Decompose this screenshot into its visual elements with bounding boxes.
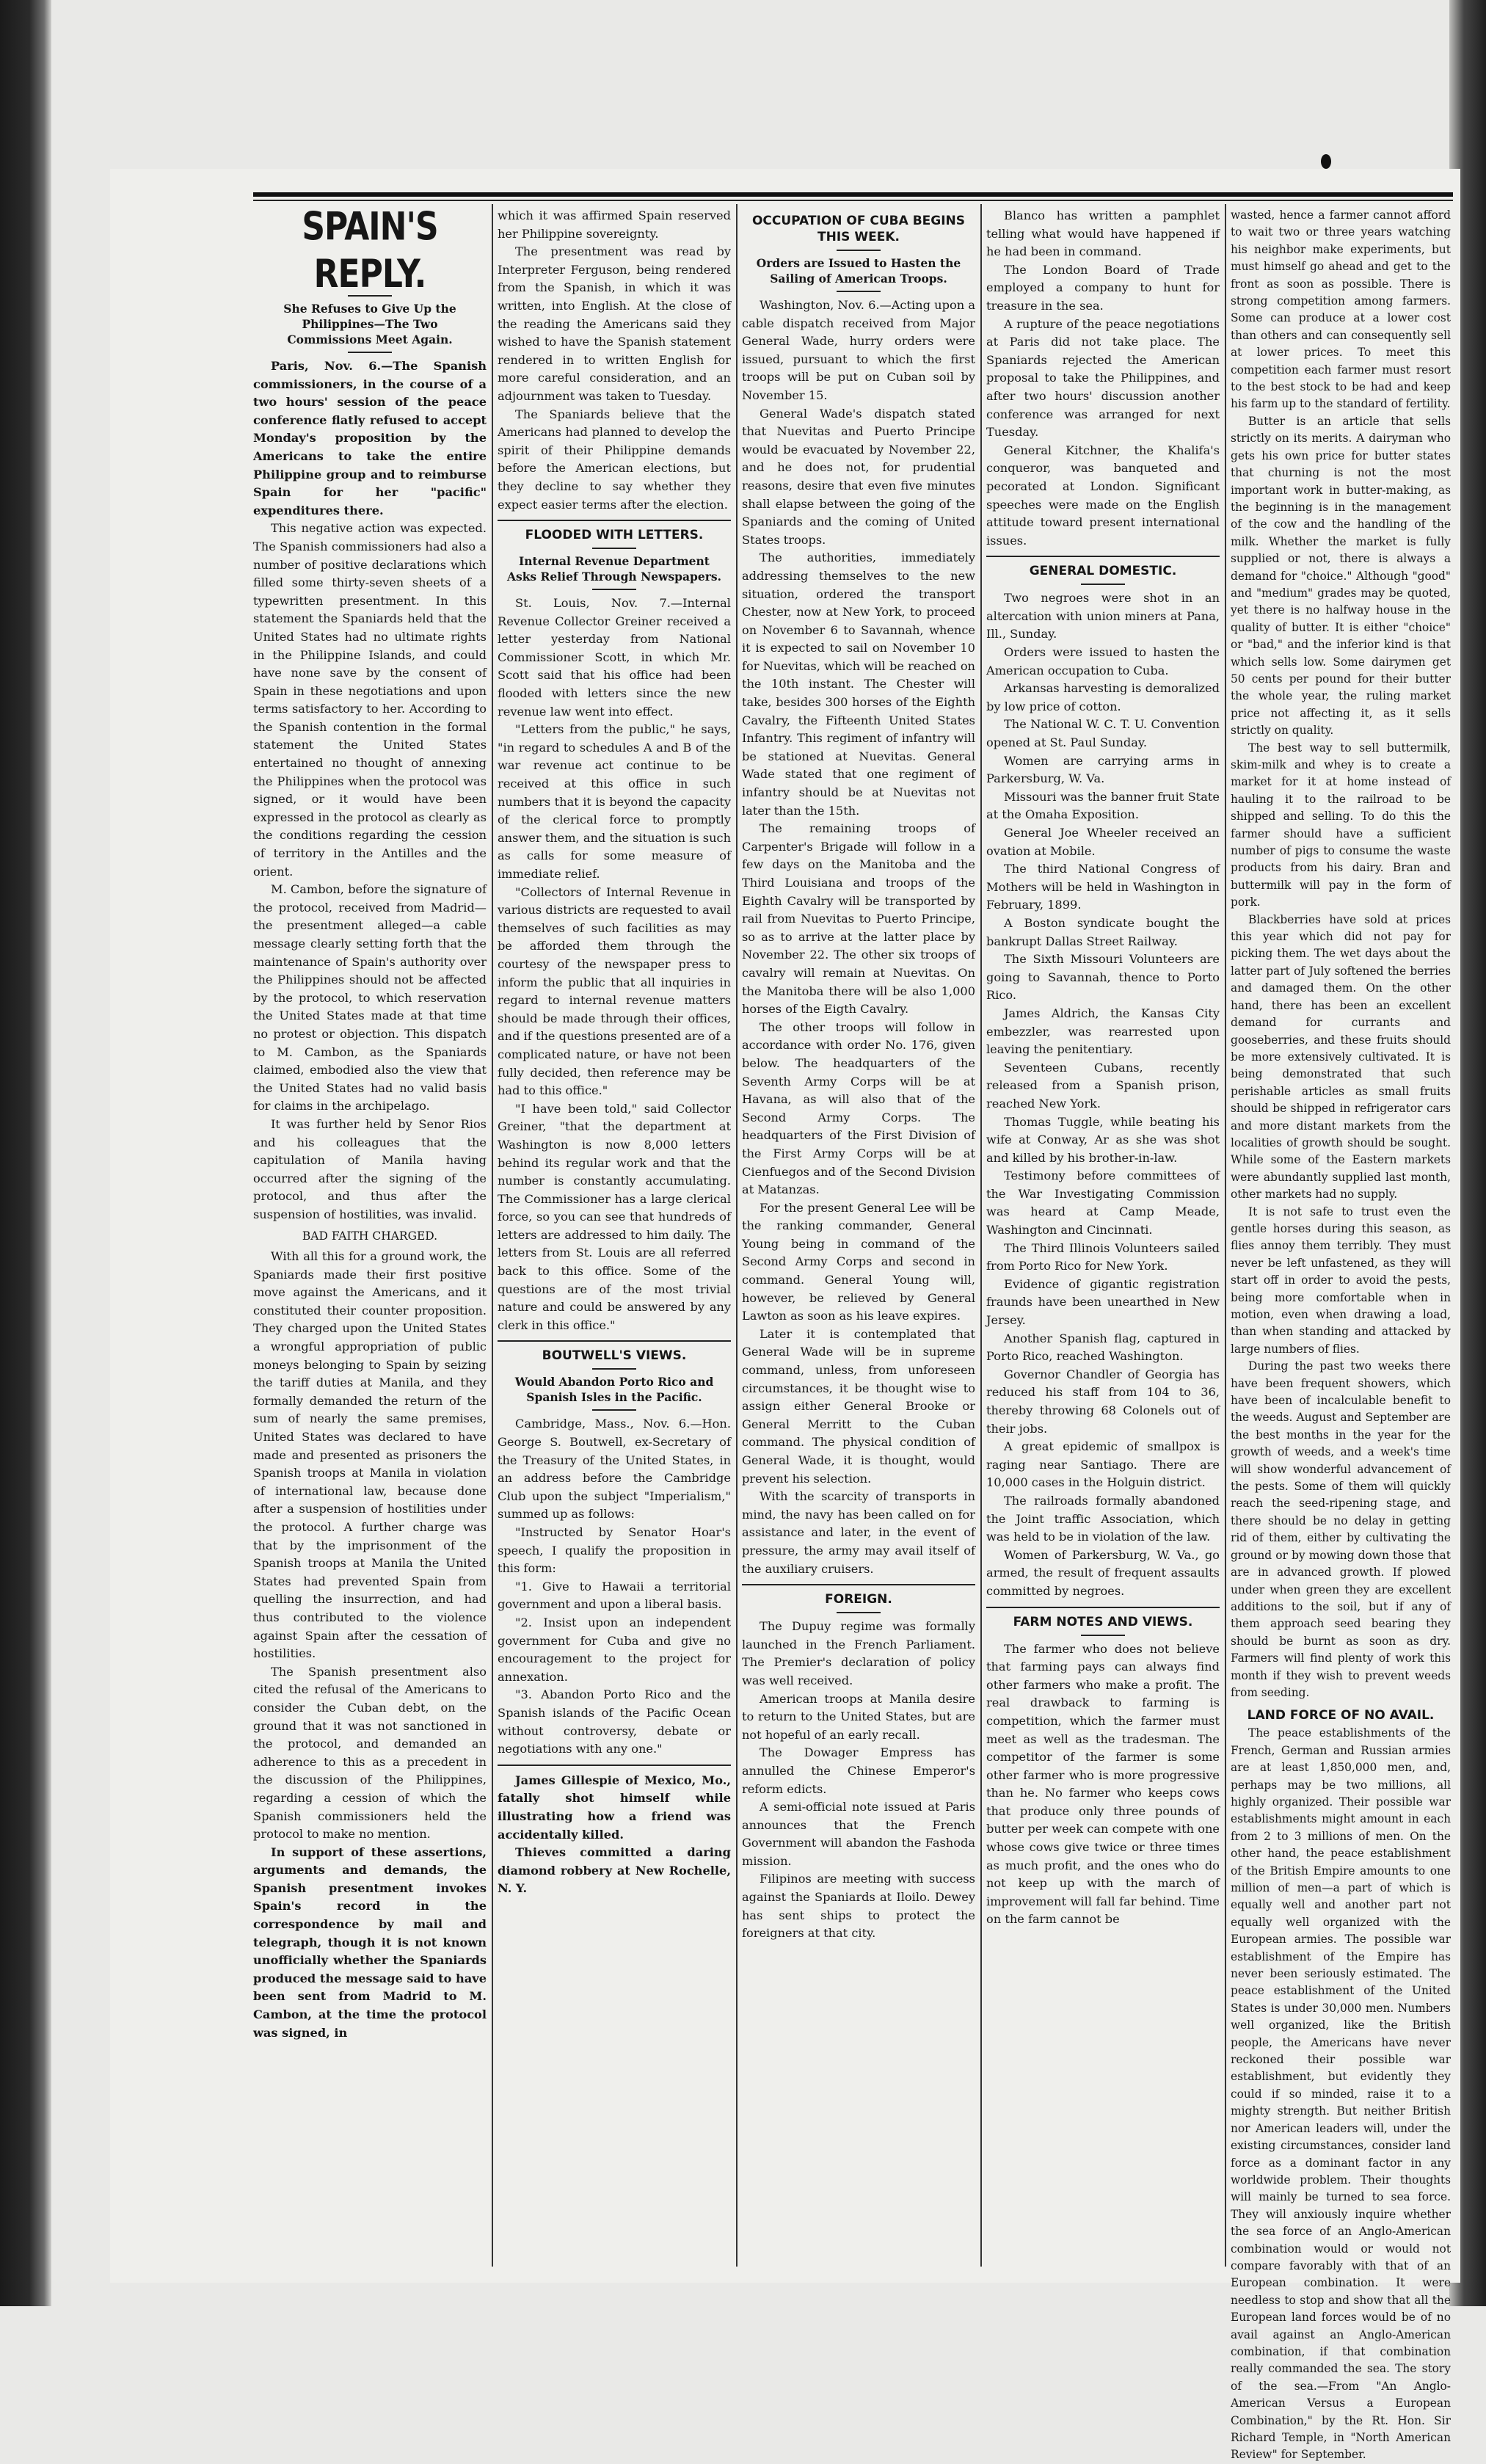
paragraph: "2. Insist upon an independent government for Cuba and give no encouragement to the project for annexation.	[498, 1615, 731, 1684]
column-1	[253, 204, 487, 2262]
paragraph: "Letters from the public," he says, "in regard to schedules A and B of the war revenue act continue to be received at this office in such numbers that it is beyond the capacity of the clerical force to promptly answer them, and the situation is such as calls for some measure of immediate relief.	[498, 722, 732, 881]
paragraph: Another Spanish flag, captured in Porto Rico, reached Washington.	[986, 1331, 1220, 1364]
column-5	[1231, 207, 1451, 2462]
rule	[1081, 584, 1125, 585]
paragraph: In support of these assertions, arguments and demands, the Spanish presentment invokes Spain's record in the correspondence by mail and telegraph, though it is not known unofficially whether the Spaniards produced the message said to have been sent from Madrid to M. Cambon, at the time the protocol was signed, in	[253, 1845, 487, 2040]
paragraph: "Instructed by Senator Hoar's speech, I qualify the proposition in this form:	[498, 1525, 731, 1576]
paragraph: "Collectors of Internal Revenue in various districts are requested to avail themselves of such facilities as may be afforded them through the courtesy of the newspaper press to inform the public that all inquiries in regard to internal revenue matters should be made through their offices, and if the questions presented are of a complicated nature, or have not been fully decided, then reference may be had to this office."	[498, 884, 731, 1098]
paragraph: The Dowager Empress has annulled the Chinese Emperor's reform edicts.	[742, 1745, 975, 1796]
rule	[742, 1584, 975, 1585]
paragraph: Cambridge, Mass., Nov. 6.—Hon. George S. Boutwell, ex-Secretary of the Treasury of the United States, in an address before the Cambridge Club upon the subject "Imperialism," summed up as follows:	[498, 1417, 731, 1522]
rule	[592, 548, 636, 549]
subhead-bad-faith: BAD FAITH CHARGED.	[302, 1229, 438, 1243]
paragraph: With all this for a ground work, the Spaniards made their first positive move against the Americans, and it constituted their counter proposition. They charged upon the United States a wrongful appropriation of public moneys belonging to Spain by seizing the tariff duties at Manila, and they formally demanded the return of the sum of nearly the same premises, United States was declared to have made and presented as prisoners the Spanish troops at Manila in violation of international law, because done after a suspension of hostilities under the protocol. A further charge was that by the imprisonment of the Spanish troops at Manila the United States had prevented Spain from quelling the insurrection, and had thus contributed to the violence against Spain after the cessation of hostilities.	[253, 1249, 487, 1661]
rule	[348, 352, 392, 353]
paragraph: which it was affirmed Spain reserved her Philippine sovereignty.	[498, 208, 731, 241]
ink-blot	[1321, 154, 1331, 169]
rule	[498, 1765, 731, 1766]
headline-spains-reply: SPAIN'S REPLY.	[302, 204, 438, 297]
deck: Internal Revenue Department Asks Relief Through Newspapers.	[506, 554, 722, 584]
paragraph: The presentment was read by Interpreter Ferguson, being rendered from the Spanish, in which it was written, into English. At the close of the reading the Americans said they wished to have the Spanish statement rendered in to written English for more careful consideration, and an adjournment was taken to Tuesday.	[498, 244, 731, 403]
paragraph: Orders were issued to hasten the American occupation to Cuba.	[986, 645, 1220, 677]
rule	[498, 1340, 731, 1342]
paragraph: The farmer who does not believe that farming pays can always find other farmers who make a profit. The real drawback to farming is competition, which the farmer must meet as well as the tradesman. The competitor of the farmer is some other farmer who is more progressive than he. No farmer who keeps cows that produce only three pounds of butter per week can compete with one whose cows give twice or three times as much profit, and the ones who do not keep up with the march of improvement will fall far behind. Time on the farm cannot be	[986, 1641, 1220, 1927]
column-rule	[492, 204, 493, 2267]
paragraph: The Third Illinois Volunteers sailed from Porto Rico for New York.	[986, 1240, 1220, 1273]
paragraph: The peace establishments of the French, German and Russian armies are at least 1,850,000 men, and, perhaps may be two millions, all highly organized. Their possible war establishments might amount in each from 2 to 3 millions of men. On the other hand, the peace establishment of the British Empire amounts to one million of men—a part of which is equally well and another part not equally well organized with the European armies. The possible war establishment of the Empire has never been seriously estimated. The peace establishment of the United States is under 30,000 men. Numbers well organized, like the British people, the Americans have never reckoned their possible war establishment, but evidently they could if so minded, raise it to a mighty strength. But neither British nor American leaders will, under the existing circumstances, consider land force as a dominant factor in any worldwide problem. Their thoughts will mainly be turned to sea force. They will anxiously inquire whether the sea force of an Anglo-American combination would or would not compare favorably with that of an European combination. It were needless to stop and show that all the European land forces would be of no avail against an Anglo-American combination, if that combination really commanded the sea. The story of the sea.—From "An Anglo-American Versus a European Combination," by the Rt. Hon. Sir Richard Temple, in "North American Review" for September.	[1231, 1726, 1451, 2462]
headline-land-force: LAND FORCE OF NO AVAIL.	[1247, 1708, 1435, 1723]
paragraph: For the present General Lee will be the ranking commander, General Young being in command of the Second Army Corps and second in command. General Young will, however, be relieved by General Lawton as soon as his leave expires.	[742, 1200, 975, 1323]
paragraph: Seventeen Cubans, recently released from a Spanish prison, reached New York.	[986, 1060, 1220, 1111]
headline-boutwells-views: BOUTWELL'S VIEWS.	[542, 1348, 687, 1364]
column-3	[742, 207, 975, 2262]
paragraph: General Wade's dispatch stated that Nuevitas and Puerto Principe would be evacuated by November 22, and he does not, for prudential reasons, desire that even five minutes shall elapse between the going of the Spaniards and the coming of United States troops.	[742, 406, 975, 547]
paragraph: The Spaniards believe that the Americans had planned to develop the spirit of their Philippine demands before the American elections, but they decline to say whether they expect easier terms after the election.	[498, 407, 731, 512]
paragraph: General Joe Wheeler received an ovation at Mobile.	[986, 826, 1220, 858]
paragraph: Paris, Nov. 6.—The Spanish commissioners, in the course of a two hours' session of the peace conference flatly refused to accept Monday's proposition by the Americans to take the entire Philippine group and to reimburse Spain for her "pacific" expenditures there.	[253, 359, 487, 517]
paragraph: The best way to sell buttermilk, skim-milk and whey is to create a market for it at home instead of hauling it to the railroad to be shipped and selling. To do this the farmer should have a sufficient number of pigs to consume the waste products from his dairy. Bran and buttermilk will pay in the form of pork.	[1231, 741, 1451, 909]
paragraph: Women of Parkersburg, W. Va., go armed, the result of frequent assaults committed by negroes.	[986, 1547, 1220, 1598]
rule	[1081, 1635, 1125, 1636]
paragraph: During the past two weeks there have been frequent showers, which have been of incalculable benefit to the weeds. August and September are the best months in the year for the growth of weeds, and a week's time will show wonderful advancement of the pests. Some of them will quickly reach the seed-ripening stage, and there should be no delay in getting rid of them, either by cultivating the ground or by mowing down those that are in advanced growth. If plowed under when green they are excellent additions to the soil, but if any of them approach seed bearing they should be burnt as soon as dry. Farmers will find plenty of work this month if they wish to prevent weeds from seeding.	[1231, 1359, 1451, 1699]
rule	[837, 291, 881, 292]
paragraph: Governor Chandler of Georgia has reduced his staff from 104 to 36, thereby throwing 68 Colonels out of their jobs.	[986, 1367, 1220, 1436]
paragraph: The railroads formally abandoned the Joint traffic Association, which was held to be in violation of the law.	[986, 1493, 1220, 1544]
column-rule	[736, 204, 737, 2267]
paragraph: James Aldrich, the Kansas City embezzler, was rearrested upon leaving the penitentiary.	[986, 1006, 1220, 1057]
paragraph: Blackberries have sold at prices this year which did not pay for picking them. The wet days about the latter part of July softened the berries and damaged them. On the other hand, there has been an excellent demand for currants and gooseberries, and these fruits should be more extensively cultivated. It is being demonstrated that such perishable articles as small fruits should be shipped in refrigerator cars and more distant markets from the localities of growth should be sought. While some of the Eastern markets were abundantly supplied last month, other markets had no supply.	[1231, 912, 1451, 1202]
paragraph: A great epidemic of smallpox is raging near Santiago. There are 10,000 cases in the Holguin district.	[986, 1439, 1220, 1490]
paragraph: American troops at Manila desire to return to the United States, but are not hopeful of an early recall.	[742, 1691, 975, 1742]
paragraph: The third National Congress of Mothers will be held in Washington in February, 1899.	[986, 862, 1220, 912]
rule	[837, 1612, 881, 1613]
paragraph: Two negroes were shot in an altercation with union miners at Pana, Ill., Sunday.	[986, 591, 1220, 642]
paragraph: A semi-official note issued at Paris announces that the French Government will abandon the Fashoda mission.	[742, 1800, 975, 1868]
column-2	[498, 207, 731, 2262]
paragraph: Thieves committed a daring diamond robbery at New Rochelle, N. Y.	[498, 1845, 731, 1896]
rule	[592, 589, 636, 590]
paragraph: It is not safe to trust even the gentle horses during this season, as flies annoy them terribly. They must never be left unfastened, as they will start off in order to avoid the pests, being more comfortable when in motion, even when drawing a load, than when standing and attacked by large numbers of flies.	[1231, 1204, 1451, 1356]
paragraph: Testimony before committees of the War Investigating Commission was heard at Camp Meade, Washington and Cincinnati.	[986, 1169, 1220, 1238]
paragraph: St. Louis, Nov. 7.—Internal Revenue Collector Greiner received a letter yesterday from National Commissioner Scott, in which Mr. Scott said that his office had been flooded with letters since the new revenue law went into effect.	[498, 596, 731, 719]
paragraph: The authorities, immediately addressing themselves to the new situation, ordered the transport Chester, now at New York, to proceed on November 6 to Savannah, whence it is expected to sail on November 10 for Nuevitas, which will be reached on the 10th instant. The Chester will take, besides 300 horses of the Eighth Cavalry, the Fifteenth United States Infantry. This regiment of infantry will be stationed at Nuevitas. General Wade stated that one regiment of infantry should be at Nuevitas not later than the 15th.	[742, 550, 975, 818]
paragraph: Filipinos are meeting with success against the Spaniards at Iloilo. Dewey has sent ships to protect the foreigners at that city.	[742, 1872, 975, 1941]
paragraph: wasted, hence a farmer cannot afford to wait two or three years watching his neighbor make experiments, but must himself go ahead and get to the front as soon as possible. There is strong competition among farmers. Some can produce at a lower cost than others and can consequently sell at lower prices. To meet this competition each farmer must resort to the best stock to be had and keep his farm up to the standard of fertility.	[1231, 208, 1451, 411]
paragraph: Evidence of gigantic registration fraunds have been unearthed in New Jersey.	[986, 1276, 1220, 1328]
paragraph: James Gillespie of Mexico, Mo., fatally shot himself while illustrating how a friend was accidentally killed.	[498, 1773, 731, 1842]
top-rule-thin	[253, 200, 1453, 201]
rule	[837, 250, 881, 251]
rule	[986, 556, 1220, 557]
paragraph: This negative action was expected. The Spanish commissioners had also a number of positive declarations which filled some thirty-seven sheets of a typewritten presentment. In this statement the Spaniards held that the United States had no ultimate rights in the Philippine Islands, and could have none save by the consent of Spain in these negotiations and upon terms satisfactory to her. According to the Spanish contention in the formal statement the United States entertained no thought of annexing the Philippines when the protocol was signed, or it would have been expressed in the protocol as clearly as the conditions regarding the cession of territory in the Antilles and the orient.	[253, 521, 487, 879]
scan-dark-edge-left	[0, 0, 51, 2306]
paragraph: "1. Give to Hawaii a territorial government and upon a liberal basis.	[498, 1579, 731, 1612]
column-rule	[980, 204, 982, 2267]
paragraph: Washington, Nov. 6.—Acting upon a cable dispatch received from Major General Wade, hurry orders were issued, pursuant to which the first troops will be put on Cuban soil by November 15.	[742, 298, 975, 402]
paragraph: A rupture of the peace negotiations at Paris did not take place. The Spaniards rejected the American proposal to take the Philippines, and after two hours' discussion another conference was arranged for next Tuesday.	[986, 316, 1220, 440]
headline-foreign: FOREIGN.	[825, 1592, 892, 1607]
headline-general-domestic: GENERAL DOMESTIC.	[1029, 564, 1177, 579]
paragraph: The Dupuy regime was formally launched in the French Parliament. The Premier's declaration of policy was well received.	[742, 1619, 975, 1687]
rule	[592, 1409, 636, 1411]
paragraph: The Sixth Missouri Volunteers are going to Savannah, thence to Porto Rico.	[986, 952, 1220, 1003]
paragraph: "3. Abandon Porto Rico and the Spanish islands of the Pacific Ocean without controversy, debate or negotiations with any one."	[498, 1687, 731, 1756]
paragraph: The other troops will follow in accordance with order No. 176, given below. The headquarters of the Seventh Army Corps will be at Havana, as will also that of the Second Army Corps. The headquarters of the First Division of the First Army Corps will be at Cienfuegos and of the Second Division at Matanzas.	[742, 1020, 975, 1197]
paragraph: The National W. C. T. U. Convention opened at St. Paul Sunday.	[986, 717, 1220, 750]
paragraph: A Boston syndicate bought the bankrupt Dallas Street Railway.	[986, 915, 1220, 948]
paragraph: "I have been told," said Collector Greiner, "that the department at Washington is now 8,000 letters behind its regular work and that the number is constantly accumulating. The Commissioner has a large clerical force, so you can see that hundreds of letters are addressed to him daily. The letters from St. Louis are all referred back to this office. Some of the questions are of the most trivial nature and could be answered by any clerk in this office."	[498, 1101, 731, 1332]
paragraph: Missouri was the banner fruit State at the Omaha Exposition.	[986, 789, 1220, 822]
paragraph: Blanco has written a pamphlet telling what would have happened if he had been in command.	[986, 208, 1220, 259]
paragraph: General Kitchner, the Khalifa's conqueror, was banqueted and pecorated at London. Significant speeches were made on the English attitude toward present international issues.	[986, 443, 1220, 548]
deck: Would Abandon Porto Rico and Spanish Isles in the Pacific.	[514, 1375, 714, 1405]
top-rule	[253, 192, 1453, 197]
paragraph: Arkansas harvesting is demoralized by low price of cotton.	[986, 681, 1220, 713]
deck: Orders are Issued to Hasten the Sailing of American Troops.	[756, 256, 961, 286]
column-4	[986, 207, 1220, 2262]
paragraph: The London Board of Trade employed a company to hunt for treasure in the sea.	[986, 262, 1220, 313]
headline-flooded-with-letters: FLOODED WITH LETTERS.	[525, 528, 704, 543]
paragraph: Later it is contemplated that General Wade will be in supreme command, unless, from unforeseen circumstances, it be thought wise to assign either General Brooke or General Merritt to the Cuban command. The physical condition of General Wade, it is thought, would prevent his selection.	[742, 1326, 975, 1486]
paragraph: Thomas Tuggle, while beating his wife at Conway, Ar as she was shot and killed by his brother-in-law.	[986, 1114, 1220, 1165]
deck: She Refuses to Give Up the Philippines—The Two Commissions Meet Again.	[283, 302, 456, 346]
rule	[498, 520, 731, 521]
rule	[592, 1368, 636, 1370]
headline-occupation-of-cuba: OCCUPATION OF CUBA BEGINS THIS WEEK.	[751, 214, 966, 244]
rule	[986, 1607, 1220, 1608]
paragraph: With the scarcity of transports in mind, the navy has been called on for assistance and later, in the event of pressure, the army may avail itself of the auxiliary cruisers.	[742, 1489, 975, 1576]
paragraph: M. Cambon, before the signature of the protocol, received from Madrid—the presentment alleged—a cable message clearly setting forth that the maintenance of Spain's authority over the Philippines should not be affected by the protocol, to which reservation the United States made at that time no protest or objection. This dispatch to M. Cambon, as the Spaniards claimed, embodied also the view that the United States had no valid basis for claims in the archipelago.	[253, 882, 487, 1113]
headline-farm-notes: FARM NOTES AND VIEWS.	[1013, 1614, 1193, 1629]
paragraph: The Spanish presentment also cited the refusal of the Americans to consider the Cuban debt, on the ground that it was not sanctioned in the protocol, and demanded an adherence to this as a precedent in the discussion of the Philippines, regarding a cession of which the Spanish commissioners held the protocol to make no mention.	[253, 1664, 487, 1842]
paragraph: It was further held by Senor Rios and his colleagues that the capitulation of Manila having occurred after the signing of the protocol, and thus after the suspension of hostilities, was invalid.	[253, 1116, 487, 1221]
paragraph: Women are carrying arms in Parkersburg, W. Va.	[986, 753, 1220, 786]
column-rule	[1225, 204, 1226, 2267]
paragraph: The remaining troops of Carpenter's Brigade will follow in a few days on the Manitoba and the Third Louisiana and troops of the Eighth Cavalry will be transported by rail from Nuevitas to Puerto Principe, so as to arrive at the latter place by November 22. The other six troops of cavalry will remain at Nuevitas. On the Manitoba there will be also 1,000 horses of the Eigth Cavalry.	[742, 821, 975, 1017]
paragraph: Butter is an article that sells strictly on its merits. A dairyman who gets his own price for butter states that churning is not the most important work in butter-making, as the beginning is in the management of the cow and the handling of the milk. Whether the market is fully supplied or not, there is always a demand for "choice." Although "good" and "medium" grades may be quoted, yet there is no halfway house in the quality of butter. It is either "choice" or "bad," and the inferior kind is that which sells low. Some dairymen get 50 cents per pound for their butter the whole year, the ruling market price not affecting it, as it sells strictly on quality.	[1231, 414, 1451, 738]
